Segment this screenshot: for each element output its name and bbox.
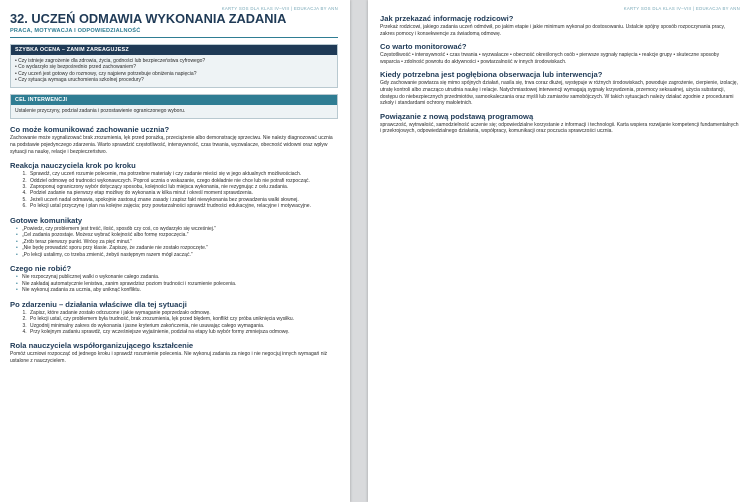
section-heading-curriculum: Powiązanie z nową podstawą programową (380, 111, 534, 121)
running-head: KARTY SOS DLA KLAS IV–VIII | EDUKACJA BY ANN (623, 6, 740, 11)
list-item: • „Powiedz, czy problemem jest treść, ilość, sposób czy coś, co wydarzyło się wcześniej.” (22, 226, 338, 233)
title-divider (10, 37, 338, 38)
steps-list (10, 171, 338, 209)
section-heading-behavior: Co może komunikować zachowanie ucznia? (10, 125, 170, 135)
section-heading-monitor: Co warto monitorować? (380, 42, 467, 52)
list-item: 3. Zaproponuj ograniczony wybór dotyczący sposobu, kolejności lub miejsca wykonania, nie rezygnując z celu zadania. (28, 184, 338, 190)
list-item: • Czy istnieje zagrożenie dla zdrowia, życia, godności lub bezpieczeństwa cyfrowego? (15, 58, 206, 64)
list-item: • Czy uczeń jest gotowy do rozmowy, czy najpierw potrzebuje obniżenia napięcia? (15, 70, 197, 77)
list-item: • Nie zakładaj automatycznie lenistwa, zanim sprawdzisz poziom trudności i rozumienie polecenia. (22, 281, 338, 288)
section-heading-after: Po zdarzeniu – działania właściwe dla tej sytuacji (10, 299, 187, 309)
section-heading-phrases: Gotowe komunikaty (10, 215, 83, 225)
section-heading-parent: Jak przekazać informację rodzicowi? (380, 14, 514, 23)
page-subtitle: PRACA, MOTYWACJA I ODPOWIEDZIALNOŚĆ (10, 28, 141, 34)
phrases-list (10, 226, 338, 259)
after-list (10, 310, 338, 336)
list-item: 6. Po lekcji ustal przyczynę i plan na kolejne zajęcia; przy powtarzalności sprawdź trudności edukacyjne, relacyjne i motywacyjne. (28, 203, 338, 209)
list-item: 2. Po lekcji ustal, czy problemem była trudność, brak zrozumienia, lęk przed błędem, konflikt czy próba uniknięcia wysiłku. (28, 316, 338, 322)
section-text-intervention: Gdy zachowanie powtarza się mimo spójnych działań, nasila się, trwa coraz dłużej, występuje w różnych środowiskach, powoduje zagrożenie, cierpienie, izolację, utratę kontroli albo znacząco utrudnia naukę i relacje. Natychmiastowej interwencji wymagają sygnały krzywdzenia, przemocy seksualnej, użycia substancji, dostępu do niebezpiecznych przedmiotów, samookaleczania oraz myśli lub zamiarów samobójczych. W takich sytuacjach należy działać zgodnie z procedurami szkoły i standardami ochrony małoletnich. (380, 80, 738, 107)
page-title: 32. UCZEŃ ODMAWIA WYKONANIA ZADANIA (10, 11, 287, 26)
list-item: • „Nie będę prowadzić sporu przy klasie. Zapiszę, że zadanie nie zostało rozpoczęte.” (22, 245, 338, 252)
list-item: • Nie wykonuj zadania za ucznia, aby uniknąć konfliktu. (22, 287, 338, 294)
goal-box (10, 94, 338, 119)
section-text-parent: Przekaż rodzicowi, jakiego zadania uczeń odmówił, po jakim etapie i jakie minimum wykonał po dostosowaniu. Ustalcie spójny sposób rozpoczynania pracy, zakres pomocy i konsekwencje za świadomą odmowę. (380, 24, 726, 37)
list-item: • „Zrób teraz pierwszy punkt. Wrócę za pięć minut.” (22, 239, 338, 246)
list-item: • „Po lekcji ustalimy, co trzeba zmienić, żebyś następnym razem mógł zacząć.” (22, 252, 338, 259)
list-item: 5. Jeżeli uczeń nadal odmawia, spokojnie zastosuj znane zasady i zapisz fakt niewykonania bez prowadzenia walki słownej. (28, 197, 338, 203)
section-heading-donts: Czego nie robić? (10, 264, 72, 274)
section-text-behavior: Zachowanie może sygnalizować brak zrozumienia, lęk przed porażką, przeciążenie albo demonstrację sprzeciwu. Nie należy diagnozować ucznia na podstawie pojedynczego zdarzenia. Warto sprawdzić częstotliwość, intensywność, czas trwania, wyzwalacze, obecność widowni oraz wpływ sytuacji na naukę, relacje i bezpieczeństwo. (10, 135, 333, 155)
section-text-coteacher: Pomóż uczniowi rozpocząć od jednego kroku i sprawdź rozumienie polecenia. Nie wykonuj zadania za niego i nie negocjuj innych wymagań niż ustalone z nauczycielem. (10, 351, 328, 364)
section-heading-steps: Reakcja nauczyciela krok po kroku (10, 161, 136, 171)
list-item: 1. Sprawdź, czy uczeń rozumie polecenie, ma potrzebne materiały i czy zadanie mieści się w jego aktualnych możliwościach. (28, 171, 338, 177)
list-item: 2. Oddziel odmowę od trudności wykonawczych. Poproś ucznia o wskazanie, czego dokładnie nie chce lub nie potrafi rozpocząć. (28, 178, 338, 184)
list-item: • Czy sytuacja wymaga uruchomienia szkolnej procedury? (15, 76, 144, 83)
list-item: 4. Podziel zadanie na pierwszy etap możliwy do wykonania w kilka minut i określ moment sprawdzenia. (28, 190, 338, 196)
donts-list (10, 274, 338, 294)
list-item: 3. Uzgodnij minimalny zakres do wykonania i jasne kryterium zakończenia, nie usuwając całego wymagania. (28, 323, 338, 329)
section-heading-coteacher: Rola nauczyciela współorganizującego kształcenie (10, 341, 194, 351)
list-item: • Co wydarzyło się bezpośrednio przed zachowaniem? (15, 64, 136, 71)
goal-text: Ustalenie przyczyny, podział zadania i pozostawienie ograniczonego wyboru. (11, 105, 337, 118)
list-item: 4. Przy kolejnym zadaniu sprawdź, czy wcześniejsze wyjaśnienie, podział na etapy lub wybór formy zmniejsza odmowę. (28, 329, 338, 335)
list-item: • Nie rozpoczynaj publicznej walki o wykonanie całego zadania. (22, 274, 338, 281)
left-page (0, 0, 350, 502)
goal-heading: CEL INTERWENCJI (11, 95, 337, 105)
list-item: 1. Zapisz, które zadanie zostało odrzucone i jakie wymaganie poprzedzało odmowę. (28, 310, 338, 316)
section-heading-intervention: Kiedy potrzebna jest pogłębiona obserwacja lub interwencja? (380, 70, 603, 80)
section-text-curriculum: sprawczość, wytrwałość, samodzielność uczenie się; odpowiedzialne korzystanie z informacji i technologii. Karta wspiera rozwijanie kompetencji fundamentalnych i przekrojowych, odpowiedzialnego działania, współpracy, komunikacji oraz poczucia sprawczości ucznia. (380, 121, 739, 135)
section-text-monitor: Częstotliwość • intensywność • czas trwania • wyzwalacze • obecność określonych osób • pierwsze sygnały napięcia • reakcje grupy • skuteczne sposoby wsparcia • zdolność powrotu do aktywności • powtarzalność w innych środowiskach. (380, 52, 720, 65)
right-page (368, 0, 750, 502)
quick-assessment-heading: SZYBKA OCENA – ZANIM ZAREAGUJESZ (11, 45, 337, 55)
running-head: KARTY SOS DLA KLAS IV–VIII | EDUKACJA BY ANN (221, 6, 338, 11)
quick-assessment-list (11, 55, 337, 87)
quick-assessment-box (10, 44, 338, 88)
list-item: • „Cel zadania pozostaje. Możesz wybrać kolejność albo formę rozpoczęcia.” (22, 232, 338, 239)
